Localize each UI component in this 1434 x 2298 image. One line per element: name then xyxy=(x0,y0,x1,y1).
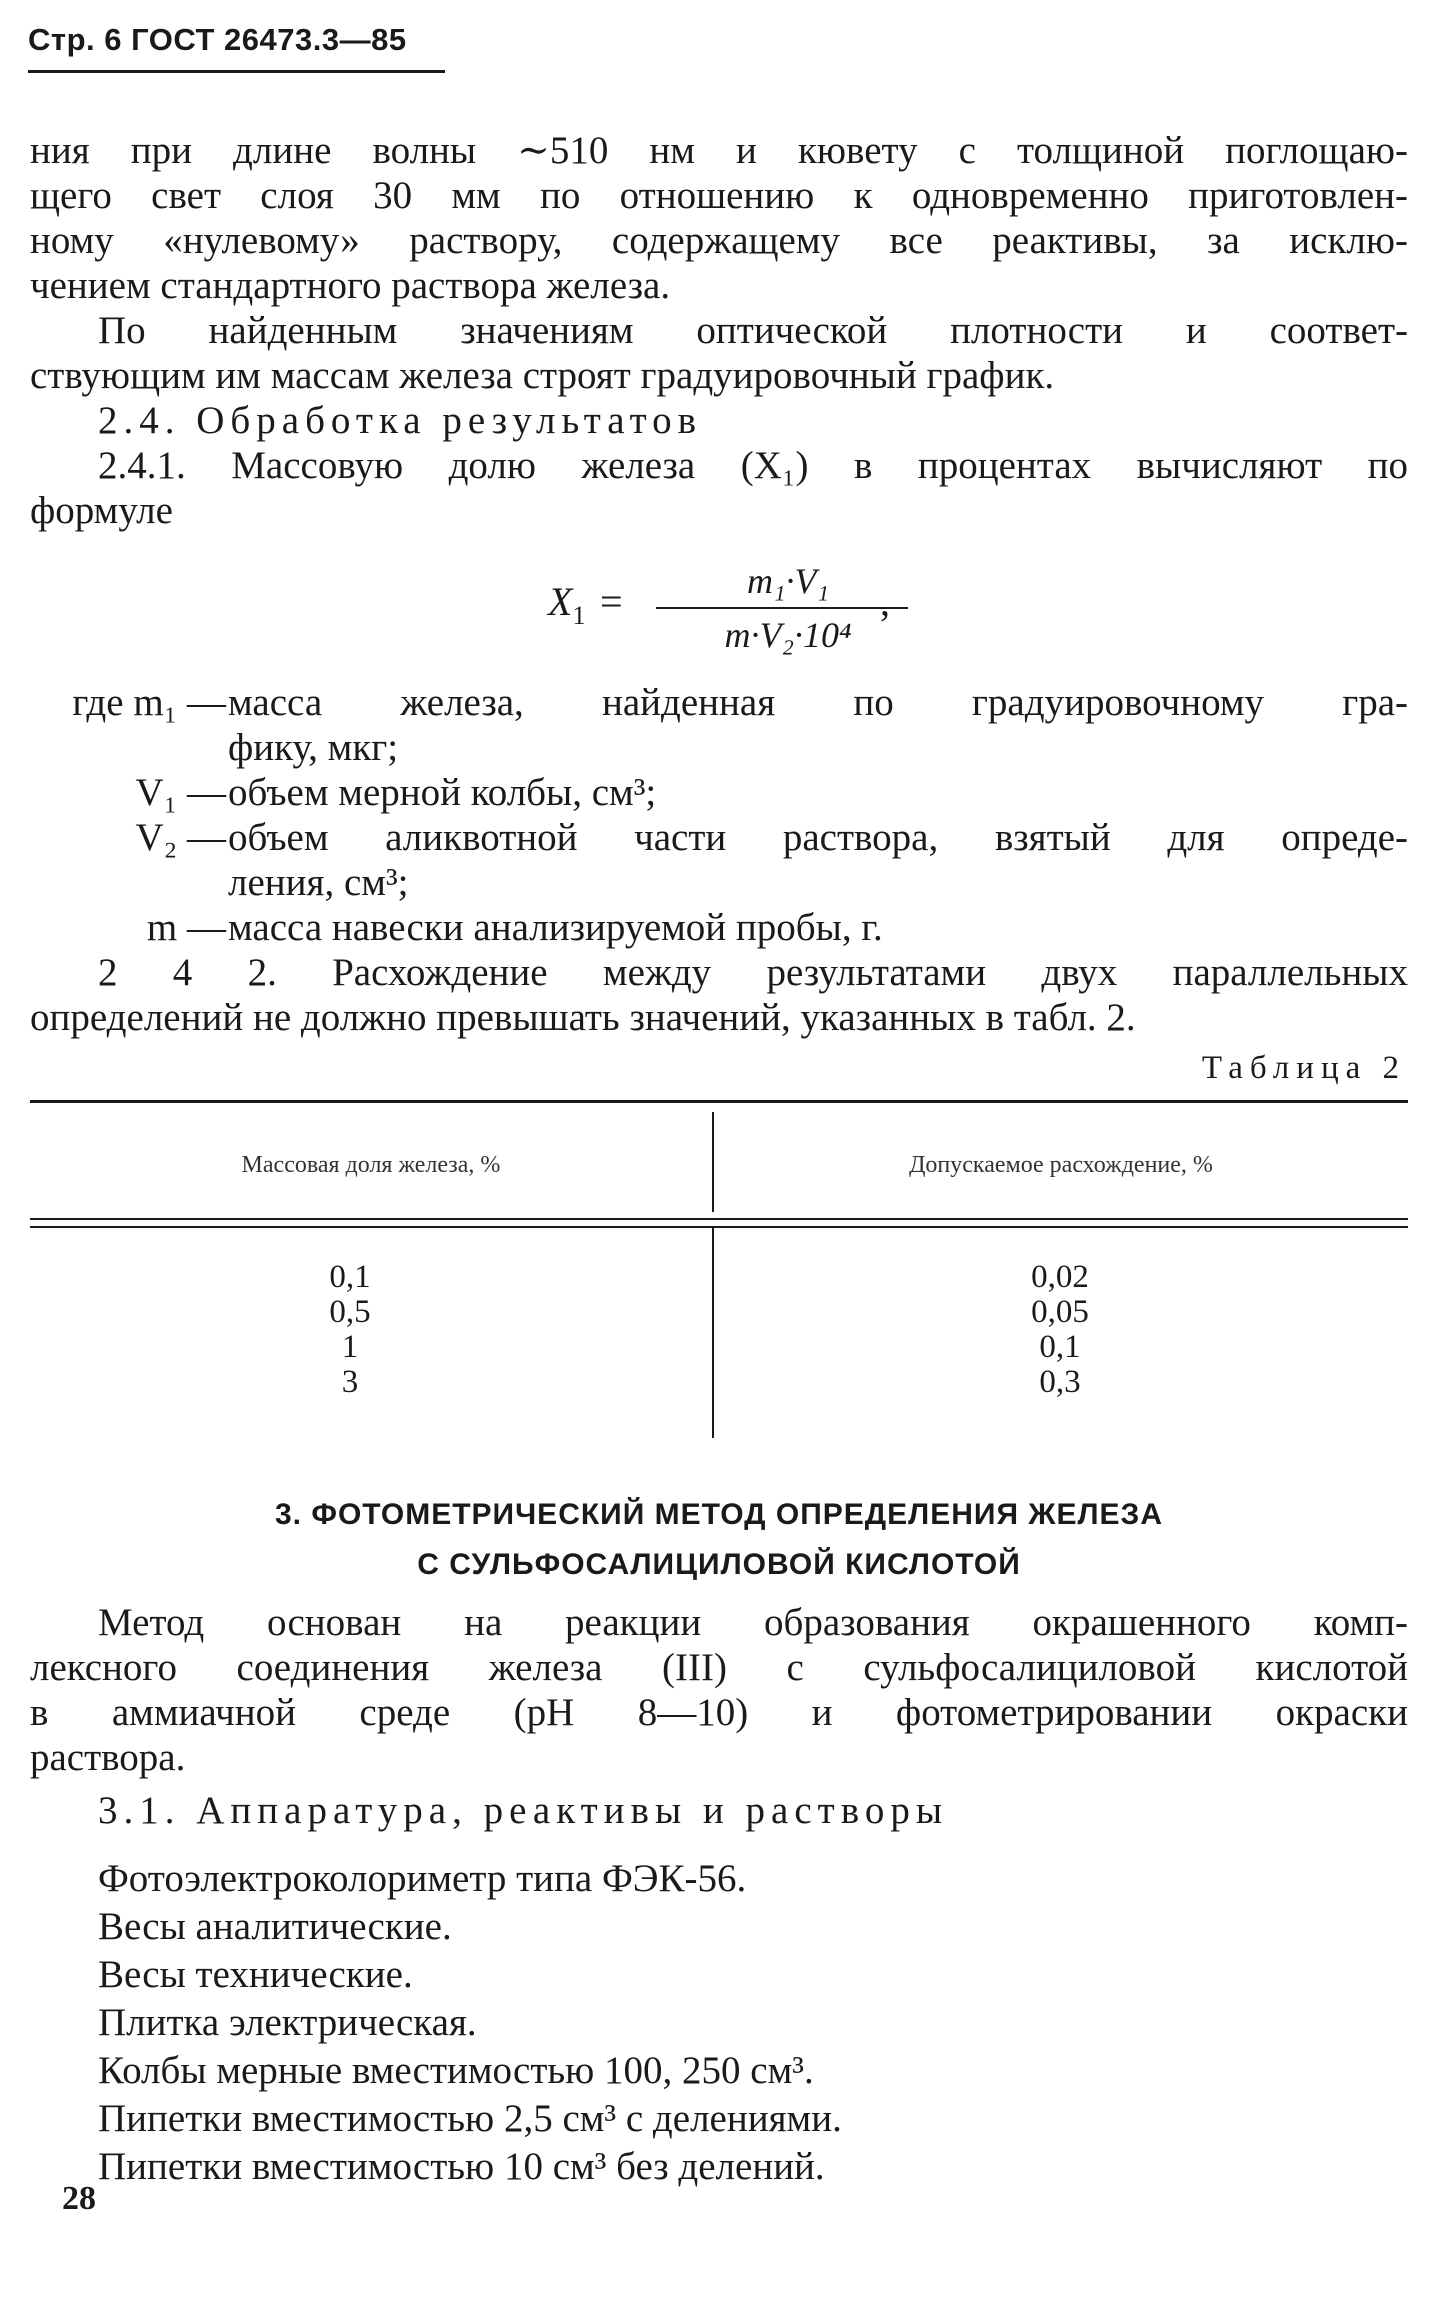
table-2 xyxy=(30,1100,1408,1445)
section-heading-3 xyxy=(30,1490,1408,1590)
table-caption: Таблица 2 xyxy=(1201,1050,1406,1086)
paragraph-method xyxy=(30,1600,1408,1780)
formula-subscript: 1 xyxy=(572,601,586,630)
variable-definitions xyxy=(30,680,1408,950)
formula-numerator: m₁·V₁ xyxy=(746,561,830,601)
table-cell: 0,3 xyxy=(1039,1364,1081,1400)
table-body-divider xyxy=(712,1228,714,1438)
table-cell: 0,02 xyxy=(1031,1259,1089,1295)
list-item: Фотоэлектроколориметр типа ФЭК-56. xyxy=(98,1857,747,1900)
table-header-cell: Допускаемое расхождение, % xyxy=(909,1152,1213,1178)
text-line: раствора. xyxy=(30,1736,186,1779)
section-title-line: 3. ФОТОМЕТРИЧЕСКИЙ МЕТОД ОПРЕДЕЛЕНИЯ ЖЕЛЕЗА xyxy=(275,1498,1163,1531)
paragraph-continuation xyxy=(30,128,1408,308)
formula-symbol: X xyxy=(548,579,573,624)
paragraph-graph xyxy=(30,308,1408,398)
formula-comma: , xyxy=(880,579,890,624)
fraction-bar xyxy=(656,607,908,609)
list-item: Весы технические. xyxy=(98,1953,413,1996)
table-column-mass-fraction xyxy=(250,1260,450,1400)
text-line: ствующим им массам железа строят градуировочный график. xyxy=(30,354,1055,397)
text-line: 2 4 2. Расхождение между результатами двух параллельных xyxy=(98,951,1408,994)
equipment-list xyxy=(30,1855,1408,2191)
definition-symbol: V₁ — xyxy=(135,771,226,814)
definition-symbol: где m₁ — xyxy=(72,681,226,724)
table-cell: 3 xyxy=(341,1364,359,1400)
table-cell: 0,1 xyxy=(329,1259,371,1295)
table-header-cell: Массовая доля железа, % xyxy=(241,1152,501,1178)
text-line: объем мерной колбы, см³; xyxy=(228,771,657,814)
table-cell: 1 xyxy=(341,1329,359,1365)
text-line: определений не должно превышать значений, указанных в табл. 2. xyxy=(30,996,1136,1039)
list-item: Пипетки вместимостью 10 см³ без делений. xyxy=(98,2145,825,2188)
paragraph-2-4-1 xyxy=(30,443,1408,533)
formula-lhs xyxy=(548,578,585,631)
definition-text xyxy=(228,815,1408,905)
list-item: Плитка электрическая. xyxy=(98,2001,477,2044)
section-heading-2-4: 2.4. Обработка результатов xyxy=(98,399,703,442)
section-heading-3-1: 3.1. Аппаратура, реактивы и растворы xyxy=(98,1789,949,1832)
text-line: Метод основан на реакции образования окрашенного комп- xyxy=(98,1601,1408,1644)
page-header: Стр. 6 ГОСТ 26473.3—85 xyxy=(28,22,407,57)
table-cell: 0,05 xyxy=(1031,1294,1089,1330)
table-top-rule xyxy=(30,1100,1408,1103)
table-cell: 0,5 xyxy=(329,1294,371,1330)
text-line: объем аликвотной части раствора, взятый для опреде- xyxy=(228,816,1408,859)
definition-text xyxy=(228,770,1408,815)
definition-text xyxy=(228,680,1408,770)
table-header-rule xyxy=(30,1218,1408,1220)
header-rule xyxy=(28,70,445,73)
text-line: По найденным значениям оптической плотности и соответ- xyxy=(98,309,1408,352)
definition-symbol: V₂ — xyxy=(135,816,226,859)
text-line: чением стандартного раствора железа. xyxy=(30,264,671,307)
definition-symbol: m — xyxy=(146,906,226,949)
section-title-line: С СУЛЬФОСАЛИЦИЛОВОЙ КИСЛОТОЙ xyxy=(417,1548,1021,1581)
definition-text xyxy=(228,905,1408,950)
text-line: фику, мкг; xyxy=(228,726,399,769)
text-line: ления, см³; xyxy=(228,861,409,904)
list-item: Пипетки вместимостью 2,5 см³ с делениями. xyxy=(98,2097,842,2140)
text-line: 2.4.1. Массовую долю железа (X₁) в процентах вычисляют по xyxy=(98,444,1408,487)
text-line: масса железа, найденная по градуировочному гра- xyxy=(228,681,1408,724)
table-header-rule xyxy=(30,1226,1408,1228)
table-column-tolerance xyxy=(960,1260,1160,1400)
table-cell: 0,1 xyxy=(1039,1329,1081,1365)
text-line: формуле xyxy=(30,489,173,532)
text-line: масса навески анализируемой пробы, г. xyxy=(228,906,883,949)
text-line: ному «нулевому» раствору, содержащему все реактивы, за исклю- xyxy=(30,219,1408,262)
page-number: 28 xyxy=(62,2180,96,2217)
formula-denominator: m·V₂·10⁴ xyxy=(724,615,852,655)
text-line: ния при длине волны ∼510 нм и кювету с толщиной поглощаю- xyxy=(30,129,1408,172)
text-line: лексного соединения железа (III) с сульфосалициловой кислотой xyxy=(30,1646,1408,1689)
formula xyxy=(548,562,908,672)
paragraph-2-4-2 xyxy=(30,950,1408,1040)
text-line: в аммиачной среде (pH 8—10) и фотометрировании окраски xyxy=(30,1691,1408,1734)
formula-equals: = xyxy=(600,579,623,624)
list-item: Колбы мерные вместимостью 100, 250 см³. xyxy=(98,2049,814,2092)
text-line: щего свет слоя 30 мм по отношению к одновременно приготовлен- xyxy=(30,174,1408,217)
list-item: Весы аналитические. xyxy=(98,1905,452,1948)
